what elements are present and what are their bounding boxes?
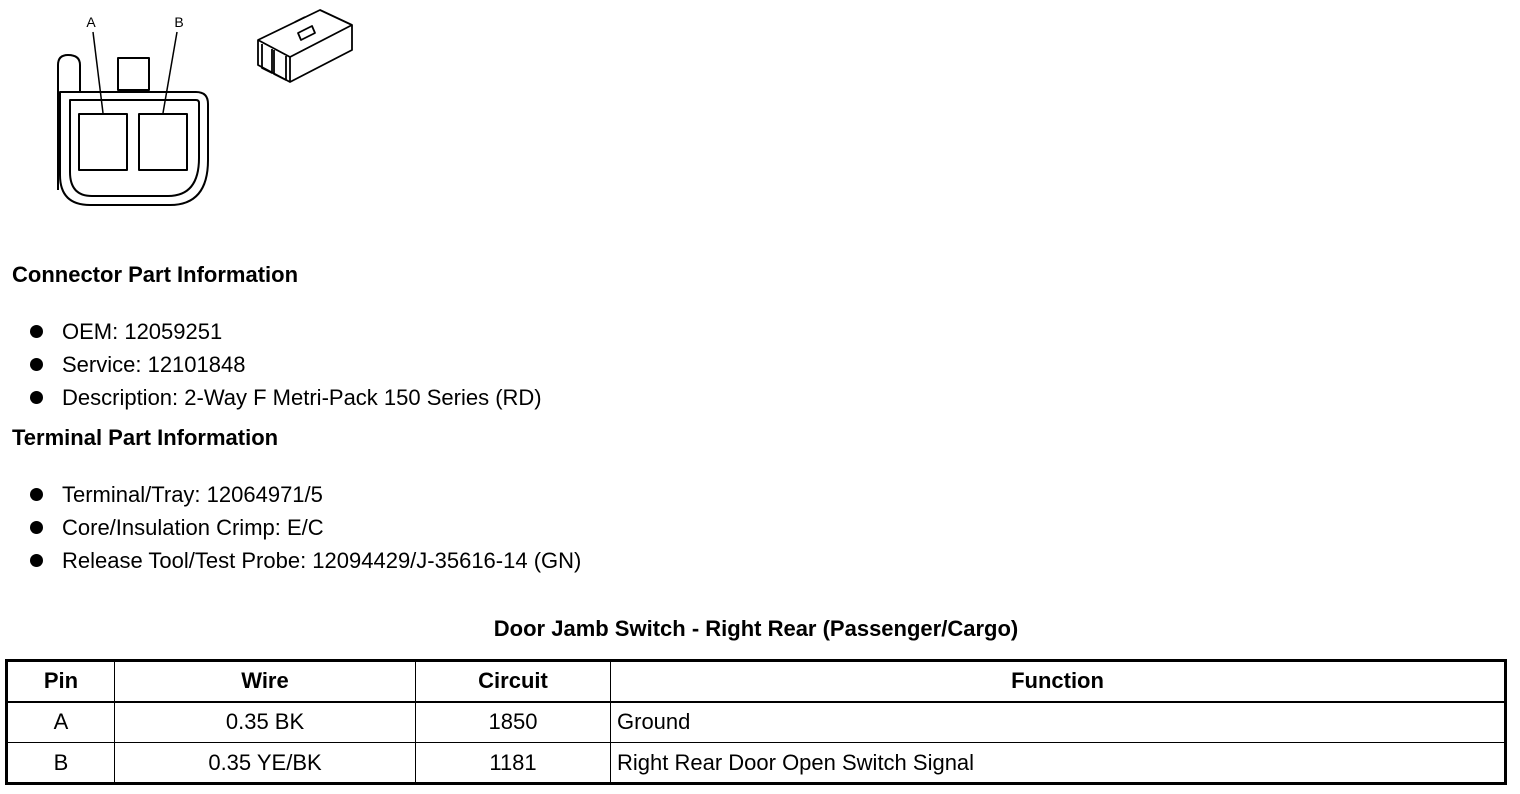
connector-isometric-icon xyxy=(258,10,352,82)
pin-table-title: Door Jamb Switch - Right Rear (Passenger/Cargo) xyxy=(493,616,1019,641)
circuit-cell: 1181 xyxy=(416,743,611,784)
list-item xyxy=(30,381,542,414)
terminal-info-title: Terminal Part Information xyxy=(12,425,279,450)
circuit-cell: 1850 xyxy=(416,702,611,743)
table-row xyxy=(7,743,1506,784)
pin-cell: A xyxy=(7,702,115,743)
pin-label-a: A xyxy=(86,14,96,30)
crimp-text: Core/Insulation Crimp: E/C xyxy=(62,514,324,540)
oem-part-text: OEM: 12059251 xyxy=(62,318,223,344)
table-header-row xyxy=(7,661,1506,702)
list-item xyxy=(30,478,581,511)
pin-table xyxy=(5,659,1507,785)
header-pin: Pin xyxy=(7,661,115,702)
table-row xyxy=(7,702,1506,743)
header-wire: Wire xyxy=(115,661,416,702)
bullet-icon xyxy=(30,521,43,534)
connector-info-list xyxy=(30,315,542,414)
connector-info-title: Connector Part Information xyxy=(12,262,299,287)
bullet-icon xyxy=(30,391,43,404)
function-cell: Right Rear Door Open Switch Signal xyxy=(611,743,1506,784)
bullet-icon xyxy=(30,358,43,371)
pin-cell: B xyxy=(7,743,115,784)
bullet-icon xyxy=(30,554,43,567)
release-tool-text: Release Tool/Test Probe: 12094429/J-35616-14 (GN) xyxy=(62,547,582,573)
bullet-icon xyxy=(30,488,43,501)
function-cell: Ground xyxy=(611,702,1506,743)
wire-cell: 0.35 BK xyxy=(115,702,416,743)
list-item xyxy=(30,348,542,381)
list-item xyxy=(30,511,581,544)
list-item xyxy=(30,315,542,348)
description-text: Description: 2-Way F Metri-Pack 150 Series (RD) xyxy=(62,384,542,410)
pin-label-b: B xyxy=(174,14,184,30)
bullet-icon xyxy=(30,325,43,338)
connector-face-diagram xyxy=(0,0,380,215)
header-function: Function xyxy=(611,661,1506,702)
header-circuit: Circuit xyxy=(416,661,611,702)
terminal-info-list xyxy=(30,478,581,577)
terminal-tray-text: Terminal/Tray: 12064971/5 xyxy=(62,481,323,507)
service-part-text: Service: 12101848 xyxy=(62,351,246,377)
wire-cell: 0.35 YE/BK xyxy=(115,743,416,784)
list-item xyxy=(30,544,581,577)
